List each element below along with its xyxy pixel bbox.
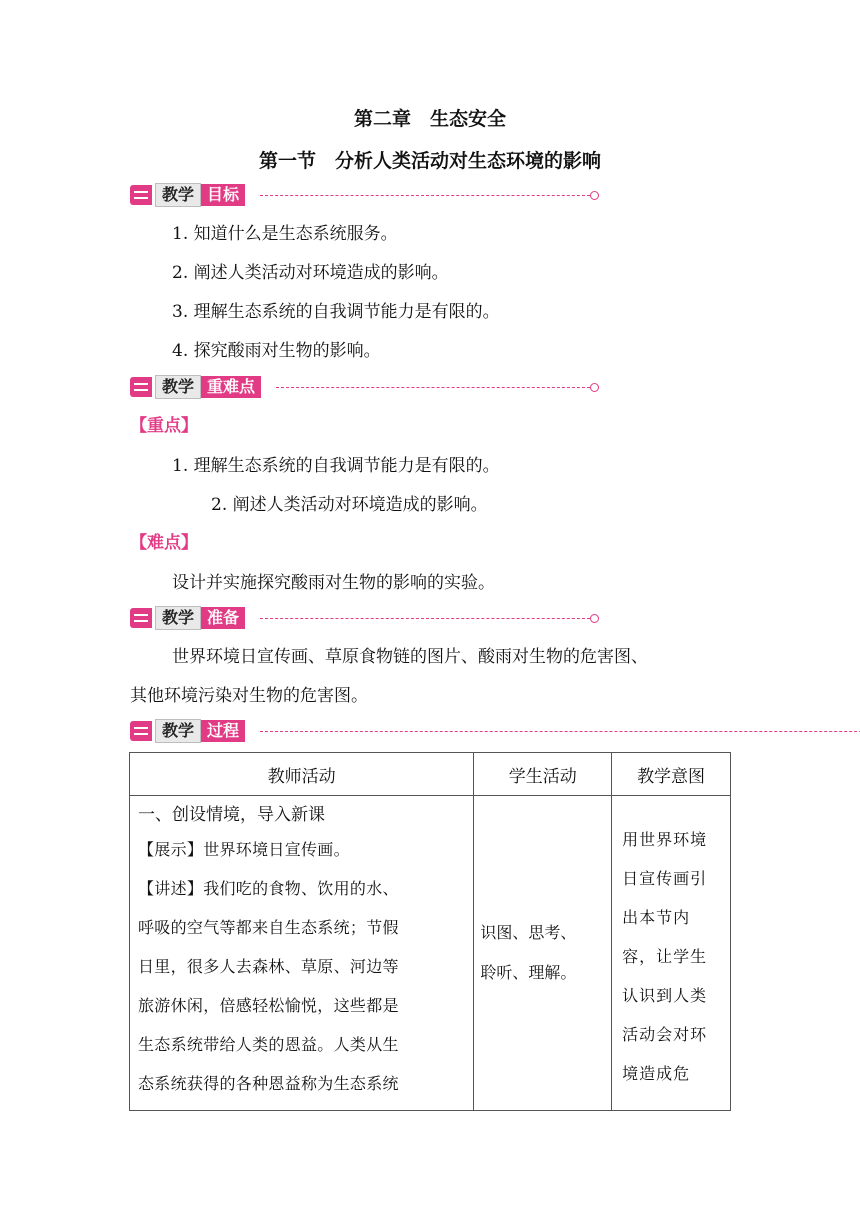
goal-item: 2. 阐述人类活动对环境造成的影响。 xyxy=(172,263,449,283)
goal-item: 3. 理解生态系统的自我调节能力是有限的。 xyxy=(172,302,500,322)
banner-label-highlight: 重难点 xyxy=(201,376,261,398)
preparation-line: 其他环境污染对生物的危害图。 xyxy=(130,686,368,706)
teacher-line: 呼吸的空气等都来自生态系统；节假 xyxy=(138,918,399,937)
banner-process xyxy=(130,718,245,744)
teacher-line: 日里，很多人去森林、草原、河边等 xyxy=(138,957,399,976)
intent-line: 境造成危 xyxy=(622,1064,691,1083)
banner-divider xyxy=(276,387,590,388)
teacher-activity-cell xyxy=(130,796,474,1111)
banner-label: 教学 xyxy=(155,719,201,743)
banner-key-points xyxy=(130,374,261,400)
banner-end-dot xyxy=(590,383,599,392)
table-row xyxy=(130,796,731,1111)
teaching-intent-cell xyxy=(612,796,731,1111)
intent-line: 用世界环境 xyxy=(622,830,708,849)
key-point-item: 1. 理解生态系统的自我调节能力是有限的。 xyxy=(172,456,500,476)
student-line: 聆听、理解。 xyxy=(480,963,577,982)
difficult-points-label: 【难点】 xyxy=(130,533,198,553)
banner-label: 教学 xyxy=(155,606,201,630)
teacher-line: 【展示】世界环境日宣传画。 xyxy=(138,840,350,859)
student-activity-cell xyxy=(474,796,612,1111)
banner-end-dot xyxy=(590,191,599,200)
intent-line: 认识到人类 xyxy=(622,986,708,1005)
banner-label: 教学 xyxy=(155,375,201,399)
book-icon xyxy=(130,608,152,628)
header-teaching-intent: 教学意图 xyxy=(612,753,731,796)
section-title: 第一节 分析人类活动对生态环境的影响 xyxy=(258,150,601,172)
teacher-line: 生态系统带给人类的恩益。人类从生 xyxy=(138,1035,399,1054)
key-point-item: 2. 阐述人类活动对环境造成的影响。 xyxy=(211,495,488,515)
intent-line: 日宣传画引 xyxy=(622,869,708,888)
teaching-process-table xyxy=(129,752,731,1111)
key-points-label: 【重点】 xyxy=(130,416,198,436)
banner-divider xyxy=(260,618,590,619)
teacher-line: 【讲述】我们吃的食物、饮用的水、 xyxy=(138,879,399,898)
intent-line: 活动会对环 xyxy=(622,1025,708,1044)
goal-item: 4. 探究酸雨对生物的影响。 xyxy=(172,341,381,361)
difficult-point-item: 设计并实施探究酸雨对生物的影响的实验。 xyxy=(172,573,495,593)
goal-item: 1. 知道什么是生态系统服务。 xyxy=(172,224,398,244)
banner-label-highlight: 过程 xyxy=(201,720,245,742)
intent-line: 出本节内 xyxy=(622,908,691,927)
banner-end-dot xyxy=(590,614,599,623)
book-icon xyxy=(130,721,152,741)
header-student-activity: 学生活动 xyxy=(474,753,612,796)
table-header-row xyxy=(130,753,731,796)
banner-label-highlight: 目标 xyxy=(201,184,245,206)
banner-divider xyxy=(260,195,590,196)
banner-preparation xyxy=(130,605,245,631)
teacher-line: 旅游休闲，倍感轻松愉悦，这些都是 xyxy=(138,996,399,1015)
banner-teaching-goals xyxy=(130,182,245,208)
intent-line: 容，让学生 xyxy=(622,947,708,966)
banner-label-highlight: 准备 xyxy=(201,607,245,629)
book-icon xyxy=(130,185,152,205)
banner-label: 教学 xyxy=(155,183,201,207)
preparation-line: 世界环境日宣传画、草原食物链的图片、酸雨对生物的危害图、 xyxy=(172,647,648,667)
teacher-line: 态系统获得的各种恩益称为生态系统 xyxy=(138,1074,399,1093)
book-icon xyxy=(130,377,152,397)
header-teacher-activity: 教师活动 xyxy=(130,753,474,796)
banner-divider xyxy=(260,731,860,732)
chapter-title: 第二章 生态安全 xyxy=(353,108,506,130)
student-line: 识图、思考、 xyxy=(480,923,577,942)
activity-heading: 一、创设情境，导入新课 xyxy=(138,805,325,825)
